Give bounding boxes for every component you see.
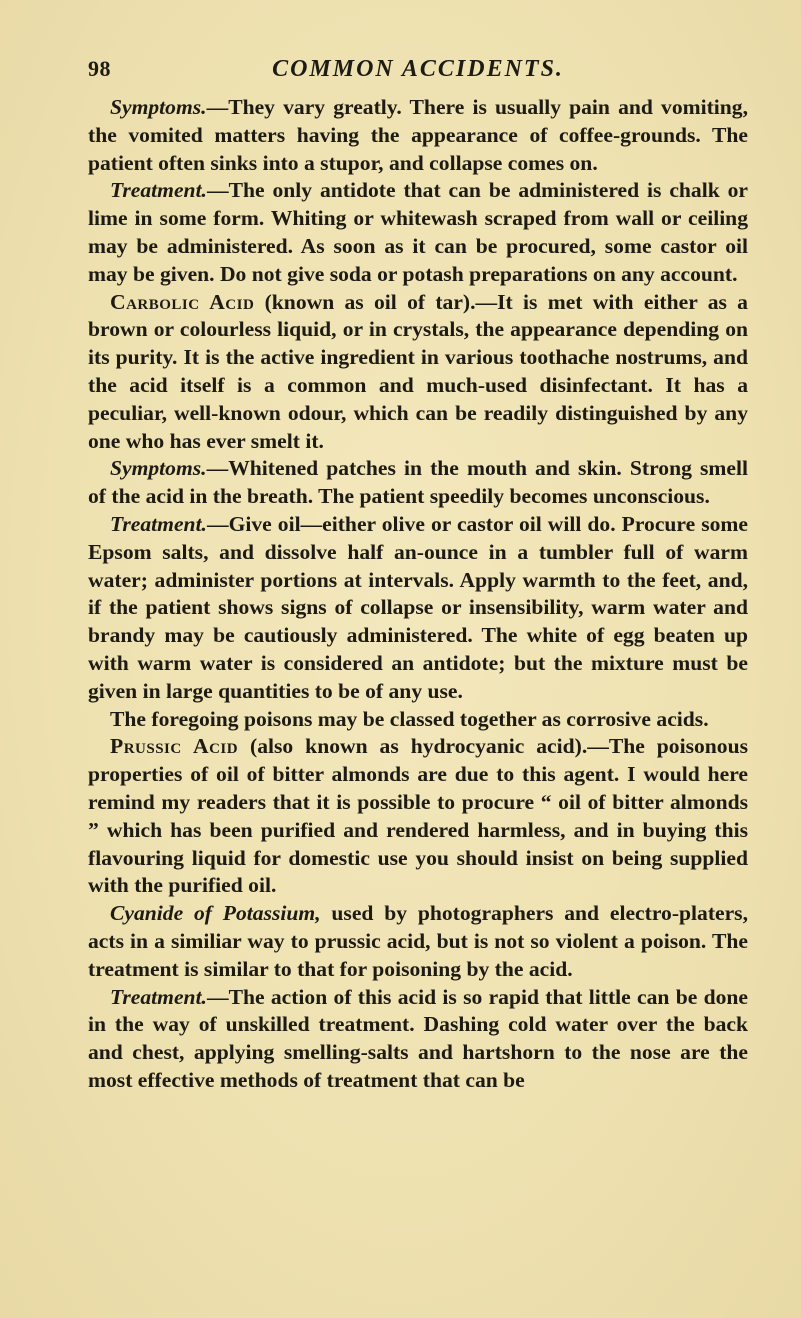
paragraph-lead: Prussic Acid	[110, 734, 239, 759]
paragraph-lead: Symptoms.	[110, 456, 207, 481]
paragraph-lead: Symptoms.	[110, 95, 207, 119]
paragraph-text: —The action of this acid is so rapid that little can be done in the way of unskilled treatment. Dashing cold water over the back and chest, applying smelling-salts and hartshorn to the nose are the most effective methods of treatment that can be	[88, 984, 748, 1092]
paragraph-treatment-carbolic	[88, 511, 748, 706]
paragraph-corrosive-acids	[88, 706, 748, 734]
paragraph-treatment-corrosive	[88, 177, 748, 288]
paragraph-text: The foregoing poisons may be classed together as corrosive acids.	[110, 706, 709, 731]
paragraph-text: —They vary greatly. There is usually pain and vomiting, the vomited matters having the appearance of coffee-grounds. The patient often sinks into a stupor, and collapse comes on.	[88, 95, 748, 175]
paragraph-text: —The only antidote that can be administered is chalk or lime in some form. Whiting or whitewash scraped from wall or ceiling may be administered. As soon as it can be procured, some castor oil may be given. Do not give soda or potash preparations on any account.	[88, 178, 748, 286]
running-title: COMMON ACCIDENTS.	[272, 56, 564, 82]
paragraph-lead: Carbolic Acid	[110, 289, 255, 314]
paragraph-text: (also known as hydrocyanic acid).—The poisonous properties of oil of bitter almonds are due to this agent. I would here remind my readers that it is possible to procure “ oil of bitter almonds ” which has been purified and rendered harmless, and in buying this flavouring liquid for domestic use you should insist on being supplied with the purified oil.	[88, 734, 748, 898]
paragraph-text: —Give oil—either olive or castor oil will do. Procure some Epsom salts, and dissolve half an-ounce in a tumbler full of warm water; administer portions at intervals. Apply warmth to the feet, and, if the patient shows signs of collapse or insensibility, warm water and brandy may be cautiously administered. The white of egg beaten up with warm water is considered an antidote; but the mixture must be given in large quantities to be of any use.	[88, 511, 748, 703]
paragraph-lead: Treatment.	[110, 984, 207, 1009]
paragraph-carbolic-acid	[88, 289, 748, 456]
paragraph-text: —Whitened patches in the mouth and skin. Strong smell of the acid in the breath. The patient speedily becomes unconscious.	[88, 456, 748, 509]
paragraph-text: used by photographers and electro-platers, acts in a similiar way to prussic acid, but is not so violent a poison. The treatment is similar to that for poisoning by the acid.	[88, 901, 748, 981]
paragraph-symptoms-carbolic	[88, 455, 748, 511]
body-text	[88, 94, 748, 1095]
page-number: 98	[88, 56, 111, 81]
page-header	[88, 56, 748, 90]
paragraph-lead: Treatment.	[110, 178, 207, 203]
paragraph-treatment-prussic	[88, 984, 748, 1095]
paragraph-text: (known as oil of tar).—It is met with either as a brown or colourless liquid, or in crystals, the appearance depending on its purity. It is the active ingredient in various toothache nostrums, and the acid itself is a common and much-used disinfectant. It has a peculiar, well-known odour, which can be readily distinguished by any one who has ever smelt it.	[88, 289, 748, 453]
paragraph-lead: Cyanide of Potassium,	[110, 901, 321, 926]
paragraph-cyanide-of-potassium	[88, 900, 748, 983]
paragraph-prussic-acid	[88, 733, 748, 900]
paragraph-lead: Treatment.	[110, 511, 207, 536]
paragraph-symptoms-corrosive	[88, 94, 748, 177]
